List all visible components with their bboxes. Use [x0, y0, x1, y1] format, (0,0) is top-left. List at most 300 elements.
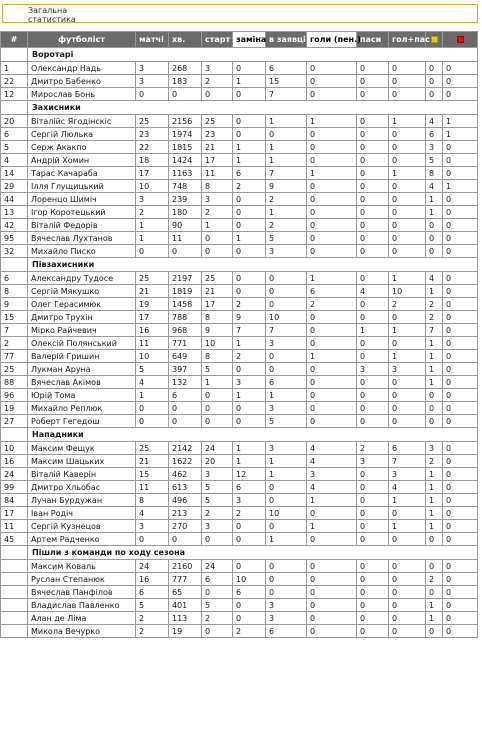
minutes-cell: 496 — [169, 494, 202, 507]
section-spacer — [1, 258, 28, 272]
player-name-cell[interactable]: Максим Шацьких — [28, 455, 136, 468]
red-cards-cell: 0 — [443, 62, 478, 75]
col-matches-header[interactable]: матчі — [136, 32, 169, 48]
subs-cell: 10 — [233, 573, 266, 586]
in-squad-cell: 1 — [266, 533, 307, 546]
player-number-cell: 13 — [1, 206, 28, 219]
in-squad-cell: 0 — [266, 586, 307, 599]
assists-cell: 0 — [357, 533, 389, 546]
goal-plus-pass-cell: 0 — [389, 560, 426, 573]
assists-cell: 0 — [357, 612, 389, 625]
assists-cell: 0 — [357, 88, 389, 101]
player-row — [1, 415, 478, 428]
goal-plus-pass-cell: 0 — [389, 612, 426, 625]
minutes-cell: 11 — [169, 232, 202, 245]
player-number-cell: 45 — [1, 533, 28, 546]
assists-cell: 0 — [357, 245, 389, 258]
red-cards-cell: 0 — [443, 88, 478, 101]
player-number-cell: 77 — [1, 350, 28, 363]
subs-cell: 0 — [233, 599, 266, 612]
matches-cell: 17 — [136, 311, 169, 324]
goals-cell: 0 — [307, 193, 357, 206]
starts-cell: 17 — [202, 298, 233, 311]
goal-plus-pass-cell: 0 — [389, 376, 426, 389]
red-cards-cell: 0 — [443, 625, 478, 638]
minutes-cell: 1424 — [169, 154, 202, 167]
player-name-cell[interactable]: Дмитро Хльобас — [28, 481, 136, 494]
matches-cell: 0 — [136, 245, 169, 258]
assists-cell: 0 — [357, 573, 389, 586]
subs-cell: 0 — [233, 62, 266, 75]
col-starts-header[interactable]: старт — [202, 32, 233, 48]
matches-cell: 16 — [136, 324, 169, 337]
assists-cell: 0 — [357, 115, 389, 128]
yellow-cards-cell: 0 — [426, 75, 443, 88]
in-squad-cell: 2 — [266, 219, 307, 232]
assists-cell: 0 — [357, 219, 389, 232]
matches-cell: 17 — [136, 167, 169, 180]
matches-cell: 4 — [136, 507, 169, 520]
player-number-cell: 99 — [1, 481, 28, 494]
minutes-cell: 462 — [169, 468, 202, 481]
starts-cell: 3 — [202, 62, 233, 75]
in-squad-cell: 0 — [266, 128, 307, 141]
red-cards-cell: 0 — [443, 193, 478, 206]
player-row — [1, 115, 478, 128]
goal-plus-pass-cell: 0 — [389, 219, 426, 232]
col-goal-pass-header[interactable]: гол+пас — [389, 32, 426, 48]
player-row — [1, 481, 478, 494]
player-row — [1, 363, 478, 376]
player-name-cell[interactable]: Олексій Полянський — [28, 337, 136, 350]
red-cards-cell: 0 — [443, 442, 478, 455]
matches-cell: 19 — [136, 298, 169, 311]
starts-cell: 0 — [202, 533, 233, 546]
player-row — [1, 494, 478, 507]
goals-cell: 4 — [307, 455, 357, 468]
starts-cell: 11 — [202, 167, 233, 180]
player-name-cell[interactable]: Михайло Писко — [28, 245, 136, 258]
red-cards-cell: 0 — [443, 311, 478, 324]
goals-cell: 1 — [307, 520, 357, 533]
goal-plus-pass-cell: 0 — [389, 206, 426, 219]
yellow-cards-cell: 1 — [426, 337, 443, 350]
goal-plus-pass-cell: 0 — [389, 128, 426, 141]
player-number-cell: 14 — [1, 167, 28, 180]
subs-cell: 0 — [233, 272, 266, 285]
player-number-cell: 44 — [1, 193, 28, 206]
player-name-cell[interactable]: Тарас Качараба — [28, 167, 136, 180]
starts-cell: 21 — [202, 285, 233, 298]
starts-cell: 2 — [202, 75, 233, 88]
red-cards-cell: 0 — [443, 232, 478, 245]
col-player-header[interactable]: футболіст — [28, 32, 136, 48]
player-row — [1, 141, 478, 154]
player-row — [1, 206, 478, 219]
assists-cell: 0 — [357, 167, 389, 180]
section-spacer — [1, 48, 28, 62]
starts-cell: 5 — [202, 599, 233, 612]
red-cards-cell: 0 — [443, 298, 478, 311]
assists-cell: 0 — [357, 350, 389, 363]
minutes-cell: 649 — [169, 350, 202, 363]
matches-cell: 5 — [136, 363, 169, 376]
goal-plus-pass-cell: 0 — [389, 311, 426, 324]
player-name-cell[interactable]: Лоренцо Шиміч — [28, 193, 136, 206]
player-name-cell[interactable]: Лукман Аруна — [28, 363, 136, 376]
red-cards-cell: 0 — [443, 455, 478, 468]
goals-cell: 6 — [307, 285, 357, 298]
matches-cell: 0 — [136, 88, 169, 101]
in-squad-cell: 3 — [266, 402, 307, 415]
red-cards-cell: 1 — [443, 128, 478, 141]
player-name-cell[interactable]: Максим Фещук — [28, 442, 136, 455]
red-cards-cell: 0 — [443, 75, 478, 88]
subs-cell: 7 — [233, 324, 266, 337]
goal-plus-pass-cell: 0 — [389, 415, 426, 428]
matches-cell: 15 — [136, 468, 169, 481]
starts-cell: 0 — [202, 389, 233, 402]
player-number-cell: 22 — [1, 75, 28, 88]
player-row — [1, 245, 478, 258]
player-name-cell[interactable]: Сергій Кузнецов — [28, 520, 136, 533]
goal-plus-pass-cell: 0 — [389, 337, 426, 350]
player-number-cell: 10 — [1, 442, 28, 455]
assists-cell: 0 — [357, 494, 389, 507]
in-squad-cell: 0 — [266, 520, 307, 533]
player-name-cell[interactable]: Олександр Надь — [28, 62, 136, 75]
yellow-cards-cell: 4 — [426, 115, 443, 128]
player-number-cell: 8 — [1, 285, 28, 298]
player-name-cell[interactable]: Юрій Тома — [28, 389, 136, 402]
starts-cell: 21 — [202, 141, 233, 154]
red-cards-cell: 0 — [443, 219, 478, 232]
player-number-cell — [1, 612, 28, 625]
matches-cell: 25 — [136, 272, 169, 285]
minutes-cell: 771 — [169, 337, 202, 350]
player-name-cell[interactable]: Валерій Гришин — [28, 350, 136, 363]
player-number-cell: 25 — [1, 363, 28, 376]
assists-cell: 0 — [357, 232, 389, 245]
red-cards-cell: 0 — [443, 389, 478, 402]
minutes-cell: 1815 — [169, 141, 202, 154]
col-subs-header[interactable]: заміна — [233, 32, 266, 48]
starts-cell: 9 — [202, 324, 233, 337]
player-name-cell[interactable]: Максим Коваль — [28, 560, 136, 573]
red-cards-cell: 0 — [443, 520, 478, 533]
in-squad-cell: 0 — [266, 350, 307, 363]
matches-cell: 3 — [136, 62, 169, 75]
col-goals-header[interactable]: голи (пен.) — [307, 32, 357, 48]
player-name-cell[interactable]: Олег Герасимюк — [28, 298, 136, 311]
player-name-cell[interactable]: Мирослав Бонь — [28, 88, 136, 101]
in-squad-cell: 2 — [266, 193, 307, 206]
player-row — [1, 337, 478, 350]
goal-plus-pass-cell: 0 — [389, 599, 426, 612]
goal-plus-pass-cell: 0 — [389, 62, 426, 75]
goal-plus-pass-cell: 0 — [389, 245, 426, 258]
assists-cell: 0 — [357, 481, 389, 494]
player-name-cell[interactable]: Мірко Райчевич — [28, 324, 136, 337]
minutes-cell: 1819 — [169, 285, 202, 298]
starts-cell: 3 — [202, 193, 233, 206]
player-number-cell: 17 — [1, 507, 28, 520]
yellow-cards-cell: 0 — [426, 88, 443, 101]
subs-cell: 2 — [233, 625, 266, 638]
subs-cell: 1 — [233, 442, 266, 455]
player-row — [1, 128, 478, 141]
yellow-cards-cell: 0 — [426, 219, 443, 232]
minutes-cell: 613 — [169, 481, 202, 494]
section-title: Пішли з команди по ходу сезона — [28, 546, 478, 560]
assists-cell: 0 — [357, 560, 389, 573]
red-cards-cell: 0 — [443, 154, 478, 167]
goal-plus-pass-cell: 0 — [389, 232, 426, 245]
yellow-cards-cell: 1 — [426, 350, 443, 363]
goals-cell: 3 — [307, 468, 357, 481]
player-name-cell[interactable]: Вячеслав Лухтанов — [28, 232, 136, 245]
player-number-cell: 29 — [1, 180, 28, 193]
col-assists-header[interactable]: паси — [357, 32, 389, 48]
subs-cell: 0 — [233, 402, 266, 415]
minutes-cell: 748 — [169, 180, 202, 193]
red-cards-cell: 0 — [443, 612, 478, 625]
assists-cell: 0 — [357, 311, 389, 324]
in-squad-cell: 7 — [266, 88, 307, 101]
player-name-cell[interactable]: Алан де Ліма — [28, 612, 136, 625]
red-cards-cell: 0 — [443, 586, 478, 599]
matches-cell: 25 — [136, 442, 169, 455]
section-header-row — [1, 101, 478, 115]
starts-cell: 0 — [202, 415, 233, 428]
player-row — [1, 376, 478, 389]
player-name-cell[interactable]: Сергій Мякушко — [28, 285, 136, 298]
player-row — [1, 586, 478, 599]
in-squad-cell: 9 — [266, 180, 307, 193]
player-name-cell[interactable]: Віталій Каверін — [28, 468, 136, 481]
goal-plus-pass-cell: 1 — [389, 115, 426, 128]
starts-cell: 2 — [202, 206, 233, 219]
yellow-cards-cell: 6 — [426, 128, 443, 141]
player-row — [1, 533, 478, 546]
yellow-cards-cell: 0 — [426, 232, 443, 245]
red-cards-cell: 0 — [443, 376, 478, 389]
section-title: Воротарі — [28, 48, 478, 62]
subs-cell: 3 — [233, 494, 266, 507]
goals-cell: 0 — [307, 586, 357, 599]
goals-cell: 1 — [307, 350, 357, 363]
minutes-cell: 180 — [169, 206, 202, 219]
player-name-cell[interactable]: Роберт Гегедош — [28, 415, 136, 428]
goal-plus-pass-cell: 0 — [389, 180, 426, 193]
goal-plus-pass-cell: 7 — [389, 455, 426, 468]
subs-cell: 0 — [233, 520, 266, 533]
player-name-cell[interactable]: Віталійс Ягодінскіс — [28, 115, 136, 128]
assists-cell: 0 — [357, 75, 389, 88]
player-name-cell[interactable]: Михайло Реплюк — [28, 402, 136, 415]
in-squad-cell: 6 — [266, 62, 307, 75]
yellow-cards-cell: 0 — [426, 625, 443, 638]
yellow-cards-cell: 0 — [426, 62, 443, 75]
subs-cell: 0 — [233, 219, 266, 232]
matches-cell: 1 — [136, 389, 169, 402]
in-squad-cell: 1 — [266, 468, 307, 481]
minutes-cell: 968 — [169, 324, 202, 337]
player-name-cell[interactable]: Владислав Павленко — [28, 599, 136, 612]
player-name-cell[interactable]: Іван Родіч — [28, 507, 136, 520]
player-row — [1, 75, 478, 88]
in-squad-cell: 1 — [266, 389, 307, 402]
goal-plus-pass-cell: 1 — [389, 520, 426, 533]
yellow-cards-cell: 0 — [426, 415, 443, 428]
player-number-cell: 16 — [1, 455, 28, 468]
minutes-cell: 0 — [169, 415, 202, 428]
starts-cell: 1 — [202, 376, 233, 389]
player-name-cell[interactable]: Александру Тудосе — [28, 272, 136, 285]
player-name-cell[interactable]: Сергій Люлька — [28, 128, 136, 141]
goal-plus-pass-cell: 1 — [389, 167, 426, 180]
player-name-cell[interactable]: Дмитро Бабенко — [28, 75, 136, 88]
minutes-cell: 0 — [169, 402, 202, 415]
subs-cell: 1 — [233, 75, 266, 88]
yellow-cards-cell: 1 — [426, 494, 443, 507]
player-number-cell: 24 — [1, 468, 28, 481]
assists-cell: 0 — [357, 272, 389, 285]
matches-cell: 5 — [136, 599, 169, 612]
player-number-cell: 2 — [1, 337, 28, 350]
goals-cell: 0 — [307, 507, 357, 520]
player-name-cell[interactable]: Лучан Бурдужан — [28, 494, 136, 507]
section-header-row — [1, 48, 478, 62]
minutes-cell: 1163 — [169, 167, 202, 180]
player-name-cell[interactable]: Дмитро Трухін — [28, 311, 136, 324]
matches-cell: 2 — [136, 206, 169, 219]
player-name-cell[interactable]: Руслан Степанюк — [28, 573, 136, 586]
player-row — [1, 402, 478, 415]
subs-cell: 1 — [233, 141, 266, 154]
yellow-cards-cell: 1 — [426, 193, 443, 206]
player-name-cell[interactable]: Віталій Федорів — [28, 219, 136, 232]
goals-cell: 0 — [307, 402, 357, 415]
assists-cell: 0 — [357, 141, 389, 154]
player-number-cell: 20 — [1, 115, 28, 128]
player-row — [1, 625, 478, 638]
player-name-cell[interactable]: Вячеслав Панфілов — [28, 586, 136, 599]
red-cards-cell: 0 — [443, 402, 478, 415]
player-row — [1, 573, 478, 586]
assists-cell: 0 — [357, 376, 389, 389]
yellow-cards-cell: 0 — [426, 560, 443, 573]
subs-cell: 0 — [233, 285, 266, 298]
goals-cell: 1 — [307, 272, 357, 285]
goal-plus-pass-cell: 0 — [389, 586, 426, 599]
in-squad-cell: 3 — [266, 442, 307, 455]
goals-cell: 0 — [307, 245, 357, 258]
goals-cell: 4 — [307, 442, 357, 455]
in-squad-cell: 6 — [266, 625, 307, 638]
general-stats-tab[interactable] — [2, 4, 478, 23]
player-row — [1, 232, 478, 245]
col-squad-header[interactable]: в заявці — [266, 32, 307, 48]
assists-cell: 0 — [357, 62, 389, 75]
yellow-cards-cell: 4 — [426, 180, 443, 193]
player-row — [1, 88, 478, 101]
matches-cell: 1 — [136, 219, 169, 232]
player-name-cell[interactable]: Ігор Коротецький — [28, 206, 136, 219]
goals-cell: 0 — [307, 415, 357, 428]
goal-plus-pass-cell: 0 — [389, 507, 426, 520]
player-number-cell — [1, 573, 28, 586]
subs-cell: 3 — [233, 376, 266, 389]
starts-cell: 8 — [202, 180, 233, 193]
player-number-cell — [1, 560, 28, 573]
goal-plus-pass-cell: 1 — [389, 494, 426, 507]
starts-cell: 2 — [202, 612, 233, 625]
minutes-cell: 2160 — [169, 560, 202, 573]
player-name-cell[interactable]: Артем Радченко — [28, 533, 136, 546]
player-number-cell: 11 — [1, 520, 28, 533]
goal-plus-pass-cell: 0 — [389, 141, 426, 154]
starts-cell: 0 — [202, 245, 233, 258]
yellow-cards-cell: 2 — [426, 311, 443, 324]
col-number-header[interactable]: # — [1, 32, 28, 48]
yellow-cards-cell: 1 — [426, 363, 443, 376]
starts-cell: 23 — [202, 128, 233, 141]
yellow-cards-cell: 8 — [426, 167, 443, 180]
minutes-cell: 2197 — [169, 272, 202, 285]
player-name-cell[interactable]: Ілля Глущицький — [28, 180, 136, 193]
section-title: Захисники — [28, 101, 478, 115]
minutes-cell: 90 — [169, 219, 202, 232]
goal-plus-pass-cell: 3 — [389, 468, 426, 481]
goals-cell: 0 — [307, 154, 357, 167]
table-body — [1, 48, 478, 638]
player-name-cell[interactable]: Микола Вечурко — [28, 625, 136, 638]
starts-cell: 8 — [202, 350, 233, 363]
matches-cell: 24 — [136, 560, 169, 573]
starts-cell: 3 — [202, 468, 233, 481]
assists-cell: 3 — [357, 455, 389, 468]
goals-cell: 1 — [307, 115, 357, 128]
minutes-cell: 0 — [169, 245, 202, 258]
minutes-cell: 1974 — [169, 128, 202, 141]
goals-cell: 0 — [307, 363, 357, 376]
player-number-cell: 15 — [1, 311, 28, 324]
in-squad-cell: 0 — [266, 298, 307, 311]
assists-cell: 0 — [357, 206, 389, 219]
player-name-cell[interactable]: Вячеслав Акімов — [28, 376, 136, 389]
minutes-cell: 0 — [169, 533, 202, 546]
col-minutes-header[interactable]: хв. — [169, 32, 202, 48]
subs-cell: 1 — [233, 154, 266, 167]
section-header-row — [1, 546, 478, 560]
goal-plus-pass-cell: 1 — [389, 350, 426, 363]
in-squad-cell: 7 — [266, 167, 307, 180]
col-red-header[interactable] — [443, 32, 478, 48]
section-spacer — [1, 546, 28, 560]
goals-cell: 0 — [307, 219, 357, 232]
player-name-cell[interactable]: Серж Акакпо — [28, 141, 136, 154]
player-name-cell[interactable]: Андрій Хомин — [28, 154, 136, 167]
yellow-cards-cell: 1 — [426, 599, 443, 612]
matches-cell: 0 — [136, 415, 169, 428]
matches-cell: 11 — [136, 481, 169, 494]
red-cards-cell: 0 — [443, 507, 478, 520]
assists-cell: 0 — [357, 625, 389, 638]
assists-cell: 0 — [357, 128, 389, 141]
starts-cell: 25 — [202, 272, 233, 285]
subs-cell: 0 — [233, 415, 266, 428]
